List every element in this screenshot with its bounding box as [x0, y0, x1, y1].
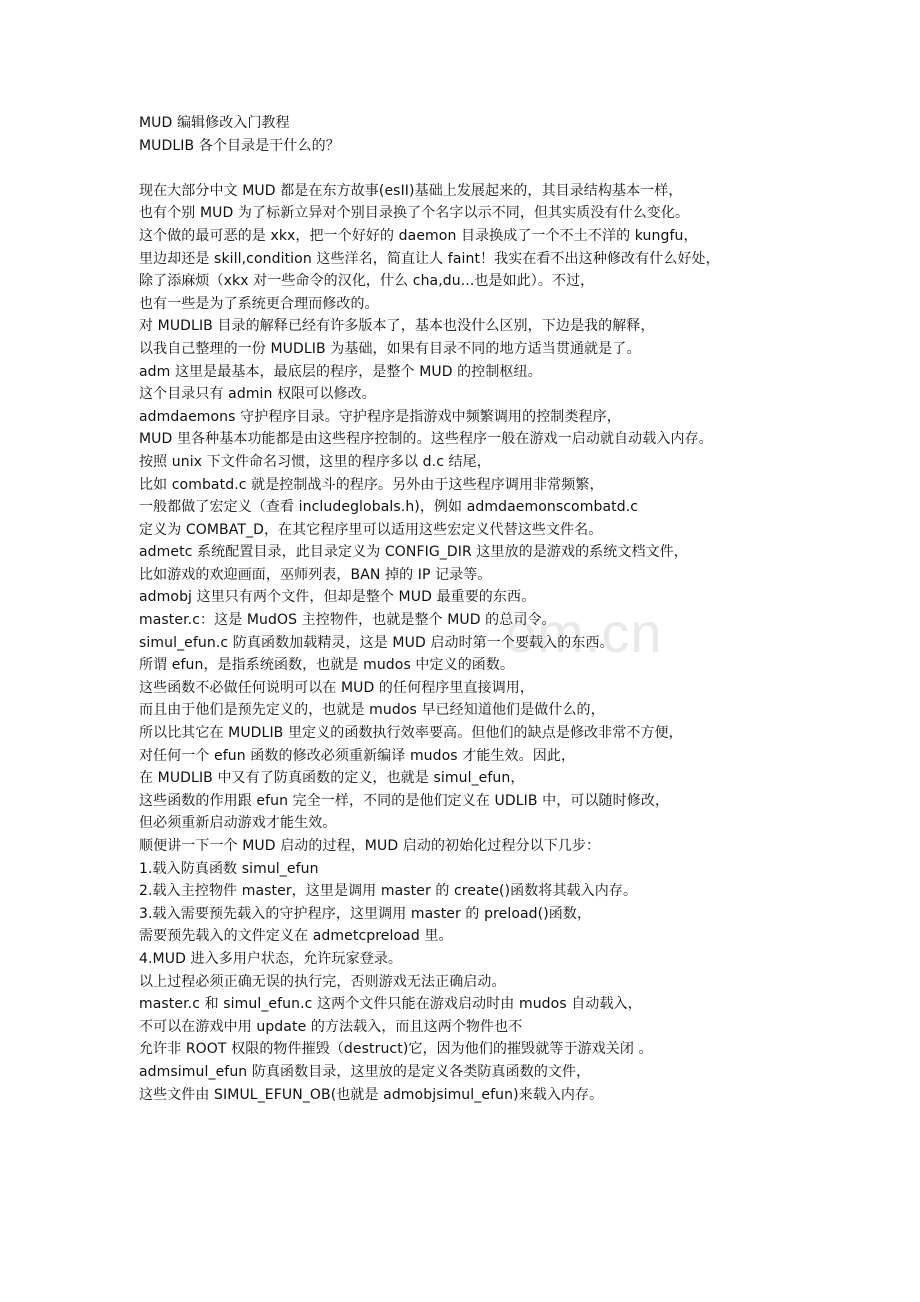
text-line: 定义为 COMBAT_D，在其它程序里可以适用这些宏定义代替这些文件名。 [139, 521, 603, 538]
text-line: 需要预先载入的文件定义在 admetcpreload 里。 [139, 928, 453, 945]
text-line: 按照 unix 下文件命名习惯，这里的程序多以 d.c 结尾， [139, 453, 491, 470]
text-line: 比如游戏的欢迎画面，巫师列表，BAN 掉的 IP 记录等。 [139, 566, 492, 583]
text-line: 也有一些是为了系统更合理而修改的。 [139, 295, 379, 312]
text-line: 不可以在游戏中用 update 的方法载入，而且这两个物件也不 [139, 1018, 523, 1035]
text-line: MUD 里各种基本功能都是由这些程序控制的。这些程序一般在游戏一启动就自动载入内存。 [139, 431, 713, 448]
text-line: 这个做的最可恶的是 xkx，把一个好好的 daemon 目录换成了一个不土不洋的 kungfu， [139, 227, 698, 244]
text-line: admetc 系统配置目录，此目录定义为 CONFIG_DIR 这里放的是游戏的系统文档文件， [139, 544, 688, 561]
text-line: 3.载入需要预先载入的守护程序，这里调用 master 的 preload()函数， [139, 905, 592, 922]
text-line: master.c 和 simul_efun.c 这两个文件只能在游戏启动时由 mudos 自动载入， [139, 996, 642, 1013]
text-line: 所以比其它在 MUDLIB 里定义的函数执行效率要高。但他们的缺点是修改非常不方便， [139, 725, 683, 742]
text-line: 这些函数不必做任何说明可以在 MUD 的任何程序里直接调用， [139, 679, 535, 696]
text-line: 以上过程必须正确无误的执行完，否则游戏无法正确启动。 [139, 973, 506, 990]
blank-line [139, 157, 839, 180]
text-line: 顺便讲一下一个 MUD 启动的过程，MUD 启动的初始化过程分以下几步： [139, 838, 601, 854]
text-line: admobj 这里只有两个文件，但却是整个 MUD 最重要的东西。 [139, 589, 536, 606]
text-line: 里边却还是 skill,condition 这些洋名，简直让人 faint！我实在看不出这种修改有什么好处， [139, 250, 720, 267]
text-line: adm 这里是最基本，最底层的程序，是整个 MUD 的控制枢纽。 [139, 363, 542, 380]
text-line: 2.载入主控物件 master，这里是调用 master 的 create()函数将其载入内存。 [139, 883, 638, 900]
text-line: 对 MUDLIB 目录的解释已经有许多版本了，基本也没什么区别，下边是我的解释， [139, 318, 655, 335]
text-line: 这个目录只有 admin 权限可以修改。 [139, 386, 376, 403]
text-line: master.c：这是 MudOS 主控物件，也就是整个 MUD 的总司令。 [139, 612, 556, 629]
text-line: 除了添麻烦（xkx 对一些命令的汉化，什么 cha,du...也是如此）。不过， [139, 273, 595, 290]
text-line: simul_efun.c 防真函数加载精灵，这是 MUD 启动时第一个要载入的东西。 [139, 634, 614, 651]
text-line: 这些函数的作用跟 efun 完全一样，不同的是他们定义在 UDLIB 中，可以随时修改， [139, 792, 670, 809]
text-line: 但必须重新启动游戏才能生效。 [139, 815, 337, 832]
text-line: 而且由于他们是预先定义的，也就是 mudos 早已经知道他们是做什么的， [139, 702, 605, 719]
document-subtitle: MUDLIB 各个目录是干什么的？ [139, 137, 340, 154]
text-line: 一般都做了宏定义（查看 includeglobals.h)，例如 admdaemonscombatd.c [139, 499, 639, 516]
text-line: 4.MUD 进入多用户状态，允许玩家登录。 [139, 950, 403, 967]
text-line: 1.载入防真函数 simul_efun [139, 860, 319, 877]
text-line: 所谓 efun，是指系统函数，也就是 mudos 中定义的函数。 [139, 657, 515, 674]
text-line: 在 MUDLIB 中又有了防真函数的定义，也就是 simul_efun， [139, 770, 525, 787]
text-line: 现在大部分中文 MUD 都是在东方故事(esII)基础上发展起来的，其目录结构基本一样， [139, 182, 683, 199]
document-title: MUD 编辑修改入门教程 [139, 115, 290, 131]
document-body [139, 112, 839, 1106]
watermark: om.cn [505, 601, 663, 664]
text-line: 也有个别 MUD 为了标新立异对个别目录换了个名字以示不同，但其实质没有什么变化。 [139, 205, 690, 222]
paragraph-lines [139, 180, 839, 1106]
text-line: admsimul_efun 防真函数目录，这里放的是定义各类防真函数的文件， [139, 1063, 591, 1080]
text-line: 以我自己整理的一份 MUDLIB 为基础，如果有目录不同的地方适当贯通就是了。 [139, 340, 641, 357]
text-line: 允许非 ROOT 权限的物件摧毁（destruct)它，因为他们的摧毁就等于游戏关闭 。 [139, 1041, 653, 1058]
text-line: 对任何一个 efun 函数的修改必须重新编译 mudos 才能生效。因此， [139, 747, 576, 764]
text-line: 比如 combatd.c 就是控制战斗的程序。另外由于这些程序调用非常频繁， [139, 476, 604, 493]
text-line: 这些文件由 SIMUL_EFUN_OB(也就是 admobjsimul_efun)来载入内存。 [139, 1086, 604, 1103]
text-line: admdaemons 守护程序目录。守护程序是指游戏中频繁调用的控制类程序， [139, 408, 621, 425]
